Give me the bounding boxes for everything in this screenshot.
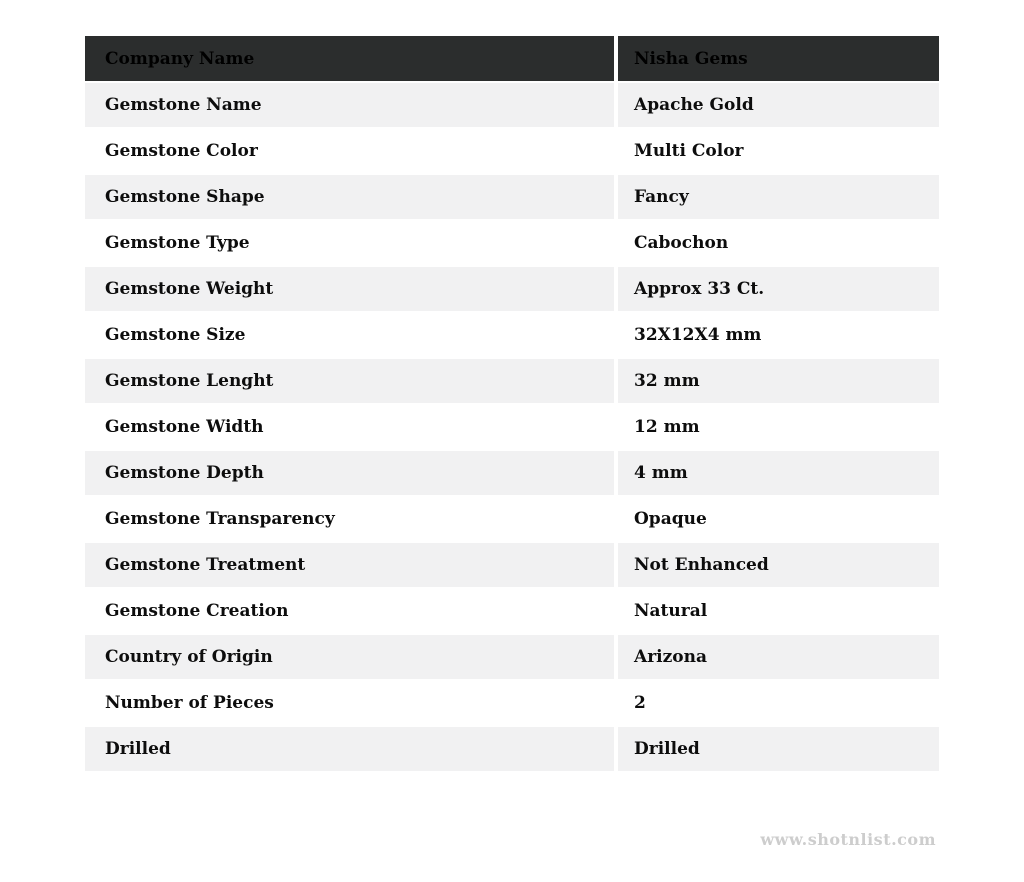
spec-label: Country of Origin	[85, 634, 616, 680]
table-row	[85, 542, 939, 588]
header-company-name-label: Company Name	[85, 36, 616, 82]
table-row	[85, 82, 939, 128]
spec-label: Drilled	[85, 726, 616, 772]
spec-value: Drilled	[616, 726, 939, 772]
watermark-url: www.shotnlist.com	[760, 830, 936, 849]
table-row	[85, 312, 939, 358]
table-row	[85, 496, 939, 542]
table-row	[85, 266, 939, 312]
spec-value: Arizona	[616, 634, 939, 680]
spec-value: 32X12X4 mm	[616, 312, 939, 358]
spec-value: 12 mm	[616, 404, 939, 450]
spec-label: Gemstone Treatment	[85, 542, 616, 588]
spec-value: Multi Color	[616, 128, 939, 174]
gemstone-spec-table	[85, 36, 939, 773]
header-company-name-value: Nisha Gems	[616, 36, 939, 82]
spec-label: Gemstone Type	[85, 220, 616, 266]
table-row	[85, 404, 939, 450]
spec-value: Apache Gold	[616, 82, 939, 128]
spec-value: Natural	[616, 588, 939, 634]
table-row	[85, 680, 939, 726]
spec-value: Fancy	[616, 174, 939, 220]
spec-label: Gemstone Creation	[85, 588, 616, 634]
spec-label: Gemstone Color	[85, 128, 616, 174]
gemstone-spec-table-container	[85, 36, 939, 773]
table-header-row	[85, 36, 939, 82]
spec-label: Gemstone Weight	[85, 266, 616, 312]
spec-label: Gemstone Shape	[85, 174, 616, 220]
spec-label: Gemstone Width	[85, 404, 616, 450]
spec-label: Gemstone Depth	[85, 450, 616, 496]
table-row	[85, 726, 939, 772]
spec-label: Gemstone Lenght	[85, 358, 616, 404]
spec-value: 2	[616, 680, 939, 726]
table-row	[85, 128, 939, 174]
table-row	[85, 174, 939, 220]
table-row	[85, 220, 939, 266]
spec-value: Approx 33 Ct.	[616, 266, 939, 312]
table-row	[85, 450, 939, 496]
spec-value: Opaque	[616, 496, 939, 542]
spec-label: Number of Pieces	[85, 680, 616, 726]
spec-label: Gemstone Name	[85, 82, 616, 128]
table-row	[85, 358, 939, 404]
spec-value: Not Enhanced	[616, 542, 939, 588]
spec-value: 32 mm	[616, 358, 939, 404]
spec-value: Cabochon	[616, 220, 939, 266]
spec-label: Gemstone Transparency	[85, 496, 616, 542]
spec-value: 4 mm	[616, 450, 939, 496]
spec-label: Gemstone Size	[85, 312, 616, 358]
table-row	[85, 588, 939, 634]
table-row	[85, 634, 939, 680]
